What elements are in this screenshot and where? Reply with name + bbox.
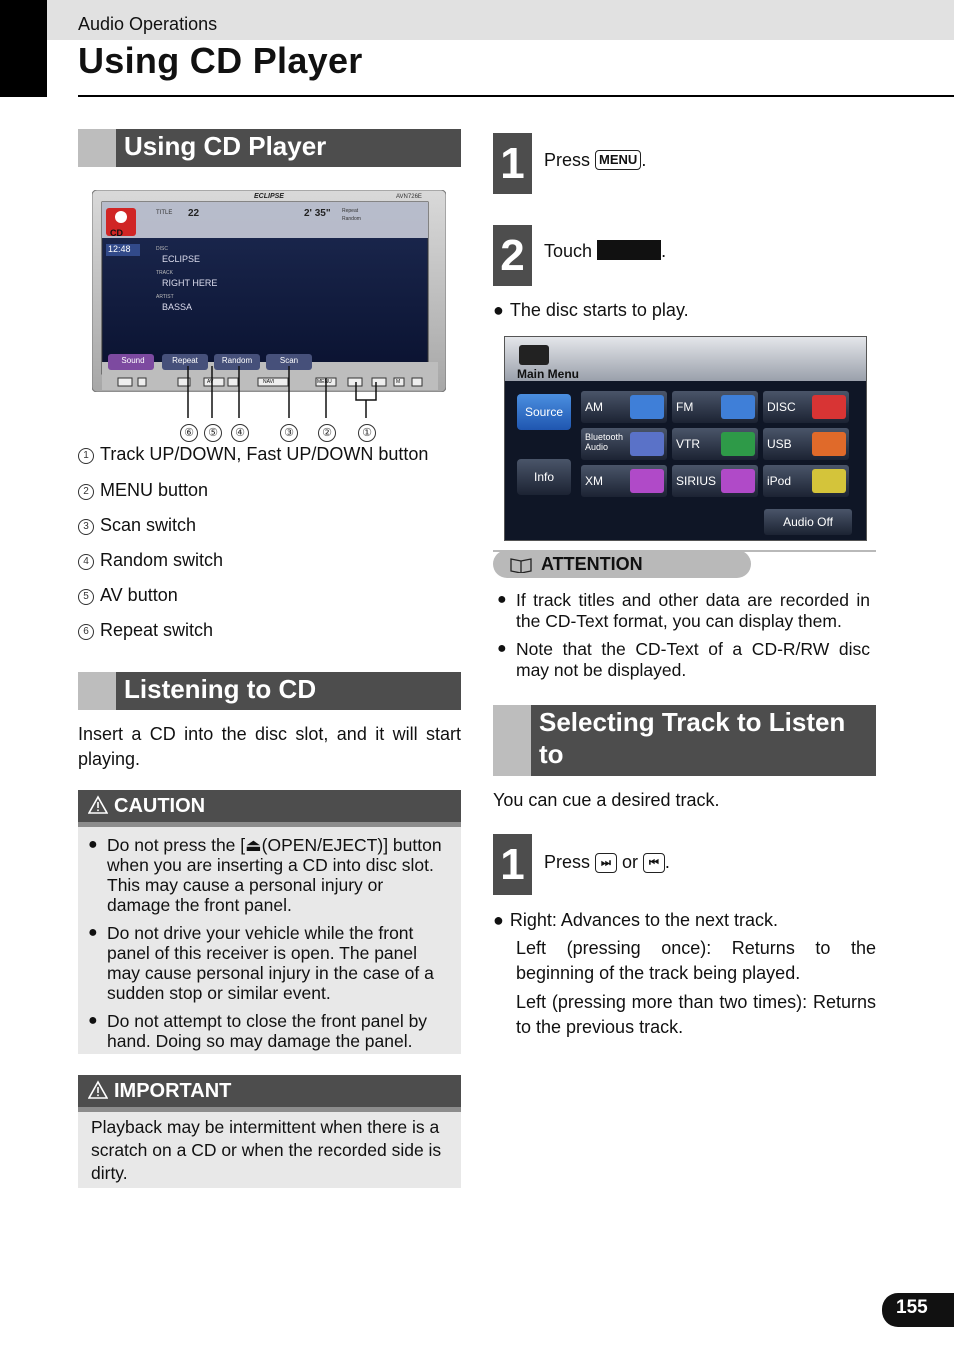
right-advance-text: ● Right: Advances to the next track. (493, 910, 779, 930)
important-header (78, 1075, 461, 1107)
unit-indicator-repeat: Repeat (342, 208, 359, 214)
prev-track-key-icon: ⏮ (643, 853, 665, 873)
tile-usb[interactable]: USB (763, 428, 849, 460)
unit-mode-label: CD (110, 228, 123, 238)
legend-item-6: 6 Repeat switch (78, 620, 213, 641)
unit-repeat-button[interactable]: Repeat (172, 356, 198, 365)
tile-sirius[interactable]: SIRIUS (672, 465, 758, 497)
next-track-key-icon: ⏭ (595, 853, 617, 873)
caution-header (78, 790, 461, 822)
main-menu-screenshot (504, 336, 867, 541)
legend-item-4: 4 Random switch (78, 550, 223, 571)
step-2-text: Touch . (544, 241, 667, 261)
callout-lines (170, 362, 400, 424)
satellite-icon (630, 469, 664, 493)
unit-indicator-random: Random (342, 216, 361, 222)
book-icon (509, 557, 533, 573)
unit-artist-label: ARTIST (156, 294, 174, 300)
step-1-text: Press MENU . (544, 150, 647, 170)
unit-scan-button[interactable]: Scan (279, 356, 299, 365)
unit-random-button[interactable]: Random (221, 356, 253, 365)
select-step-text: Press ⏭ or ⏮ . (544, 852, 670, 872)
callout-1: ① (358, 424, 376, 442)
unit-model: AVN726E (396, 194, 422, 200)
main-menu-icon (519, 345, 549, 365)
unit-sound-button[interactable]: Sound (121, 356, 145, 365)
listening-body: Insert a CD into the disc slot, and it will start playing. (78, 724, 461, 769)
unit-m-button[interactable]: M (396, 379, 401, 385)
caution-box (78, 790, 461, 1054)
unit-title-label: TITLE (156, 210, 173, 216)
unit-track-value: RIGHT HERE (162, 278, 218, 288)
section-heading-using (78, 129, 461, 167)
page-number: 155 (882, 1293, 954, 1327)
radio-icon (630, 395, 664, 419)
attention-list (493, 590, 876, 688)
unit-disc-label: DISC (156, 246, 168, 252)
unit-track-number: 22 (188, 208, 200, 219)
warning-icon (88, 795, 108, 815)
left-once-text: Left (pressing once): Returns to the beginning of the track being played. (516, 938, 876, 983)
page-title: Using CD Player (78, 40, 363, 81)
audio-off-button[interactable]: Audio Off (764, 509, 852, 535)
legend-item-5: 5 AV button (78, 585, 178, 606)
tile-vtr[interactable]: VTR (672, 428, 758, 460)
callout-2: ② (318, 424, 336, 442)
disc-icon (812, 395, 846, 419)
unit-av-button[interactable]: AV (207, 379, 214, 385)
tile-bluetooth-audio[interactable]: Bluetooth Audio (581, 428, 667, 460)
legend-item-3: 3 Scan switch (78, 515, 196, 536)
unit-elapsed: 2' 35" (304, 208, 331, 219)
side-tab (0, 0, 47, 97)
important-body: Playback may be intermittent when there is a scratch on a CD or when the recorded side is dirty. (91, 1117, 442, 1183)
video-icon (721, 432, 755, 456)
unit-artist-value: BASSA (162, 302, 193, 312)
callout-6: ⑥ (180, 424, 198, 442)
step-number-1b: 1 (493, 834, 532, 895)
warning-icon (88, 1080, 108, 1100)
unit-navi-button[interactable]: NAVI (263, 379, 275, 385)
unit-disc-value: ECLIPSE (162, 254, 201, 264)
attention-item: ● If track titles and other data are recorded in the CD-Text format, you can display them. (497, 590, 870, 631)
section-heading-text: Listening to CD (124, 674, 317, 704)
important-box (78, 1075, 461, 1188)
tile-xm[interactable]: XM (581, 465, 667, 497)
main-menu-header: Main Menu (517, 367, 579, 381)
tile-fm[interactable]: FM (672, 391, 758, 423)
caution-item: ● Do not press the [⏏(OPEN/EJECT)] button when you are inserting a CD into disc slot. This may cause a personal injury or damage the front panel. (88, 835, 442, 915)
section-heading-text: Using CD Player (124, 131, 327, 161)
callout-5: ⑤ (204, 424, 222, 442)
step-number-2: 2 (493, 225, 532, 286)
caution-list (78, 827, 461, 1051)
attention-header (493, 550, 751, 578)
satellite-icon (721, 469, 755, 493)
legend-item-1: 1 Track UP/DOWN, Fast UP/DOWN button (78, 444, 428, 465)
menu-key-icon: MENU (595, 150, 641, 170)
left-twice-text: Left (pressing more than two times): Returns to the previous track. (516, 992, 876, 1037)
ipod-icon (812, 469, 846, 493)
title-divider (78, 95, 954, 97)
section-heading-text: Selecting Track to Listen to (539, 707, 846, 769)
step-number-1: 1 (493, 133, 532, 194)
info-button[interactable]: Info (517, 459, 571, 495)
unit-menu-button[interactable]: MENU (317, 379, 332, 385)
callout-4: ④ (231, 424, 249, 442)
caution-item: ● Do not attempt to close the front panel by hand. Doing so may damage the panel. (88, 1011, 428, 1051)
unit-brand: ECLIPSE (254, 193, 284, 200)
source-button[interactable]: Source (517, 394, 571, 430)
category-label: Audio Operations (78, 14, 218, 34)
callout-3: ③ (280, 424, 298, 442)
usb-icon (812, 432, 846, 456)
source-key-icon (597, 240, 661, 260)
unit-clock: 12:48 (108, 244, 131, 254)
tile-disc[interactable]: DISC (763, 391, 849, 423)
section-heading-selecting (493, 705, 876, 776)
section-heading-listening (78, 672, 461, 710)
play-result: ● The disc starts to play. (493, 300, 689, 320)
radio-icon (721, 395, 755, 419)
tile-ipod[interactable]: iPod (763, 465, 849, 497)
attention-title: ATTENTION (541, 554, 643, 574)
selecting-body: You can cue a desired track. (493, 790, 720, 810)
attention-item: ● Note that the CD-Text of a CD-R/RW disc may not be displayed. (497, 639, 870, 680)
important-title: IMPORTANT (114, 1080, 232, 1102)
caution-title: CAUTION (114, 795, 206, 817)
bluetooth-icon (630, 432, 664, 456)
legend-item-2: 2 MENU button (78, 480, 208, 501)
unit-track-label: TRACK (156, 270, 173, 276)
caution-item: ● Do not drive your vehicle while the front panel of this receiver is open. The panel may cause personal injury in the case of a sudden stop or similar event. (88, 923, 434, 1003)
tile-am[interactable]: AM (581, 391, 667, 423)
